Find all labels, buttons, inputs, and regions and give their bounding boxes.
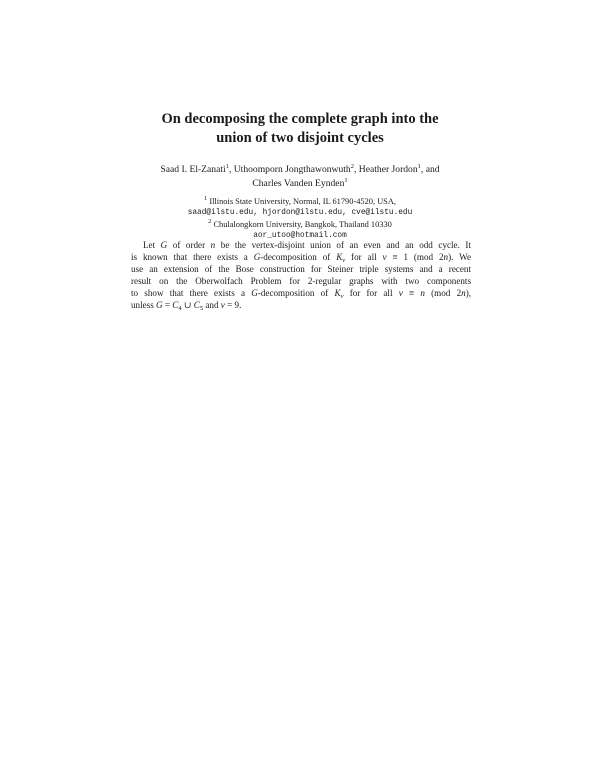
affiliation-2-email: aor_utoo@hotmail.com	[253, 231, 347, 240]
author-line-1	[100, 163, 500, 177]
author-name: , Uthoomporn Jongthawonwuth	[228, 164, 351, 175]
affiliations	[100, 196, 500, 242]
abstract-line: use an extension of the Bose construction for Steiner triple systems and a recent	[131, 264, 471, 275]
affiliation-text: Illinois State University, Normal, IL 61790-4520, USA,	[209, 197, 396, 206]
affiliation-mark: 2	[208, 218, 212, 225]
abstract-line: to show that there exists a G-decomposition of $K_v$ for for all v ≡ n (mod 2n),	[131, 288, 471, 301]
affiliation-mark: 1	[344, 177, 348, 184]
abstract-line: is known that there exists a G-decomposition of $K_v$ for all v ≡ 1 (mod 2n). We	[131, 252, 472, 265]
author-name: Saad I. El-Zanati	[160, 164, 226, 175]
title-line-2: union of two disjoint cycles	[216, 130, 384, 146]
affiliation-1	[100, 196, 500, 208]
abstract-line: Let G of order n be the vertex-disjoint union of an even and an odd cycle. It	[143, 240, 471, 250]
affiliation-2	[100, 219, 500, 231]
affiliation-mark: 2	[350, 163, 354, 170]
affiliation-mark: 1	[225, 163, 229, 170]
title-line-1: On decomposing the complete graph into the	[161, 111, 439, 127]
affiliation-mark: 1	[204, 195, 208, 202]
author-list	[100, 163, 500, 191]
author-line-2	[100, 177, 500, 191]
affiliation-text: Chulalongkorn University, Bangkok, Thailand 10330	[213, 220, 392, 229]
affiliation-1-emails: saad@ilstu.edu, hjordon@ilstu.edu, cve@ilstu.edu	[187, 208, 413, 217]
paper-title	[100, 110, 500, 148]
author-name: , Heather Jordon	[353, 164, 418, 175]
affiliation-mark: 1	[417, 163, 421, 170]
author-separator: , and	[420, 164, 440, 175]
abstract-line: result on the Oberwolfach Problem for 2-regular graphs with two components	[131, 276, 471, 287]
abstract	[131, 239, 471, 312]
author-name: Charles Vanden Eynden	[252, 178, 345, 189]
abstract-line: unless $G = C_4$ ∪ $C_5$ and v = 9.	[131, 300, 242, 313]
